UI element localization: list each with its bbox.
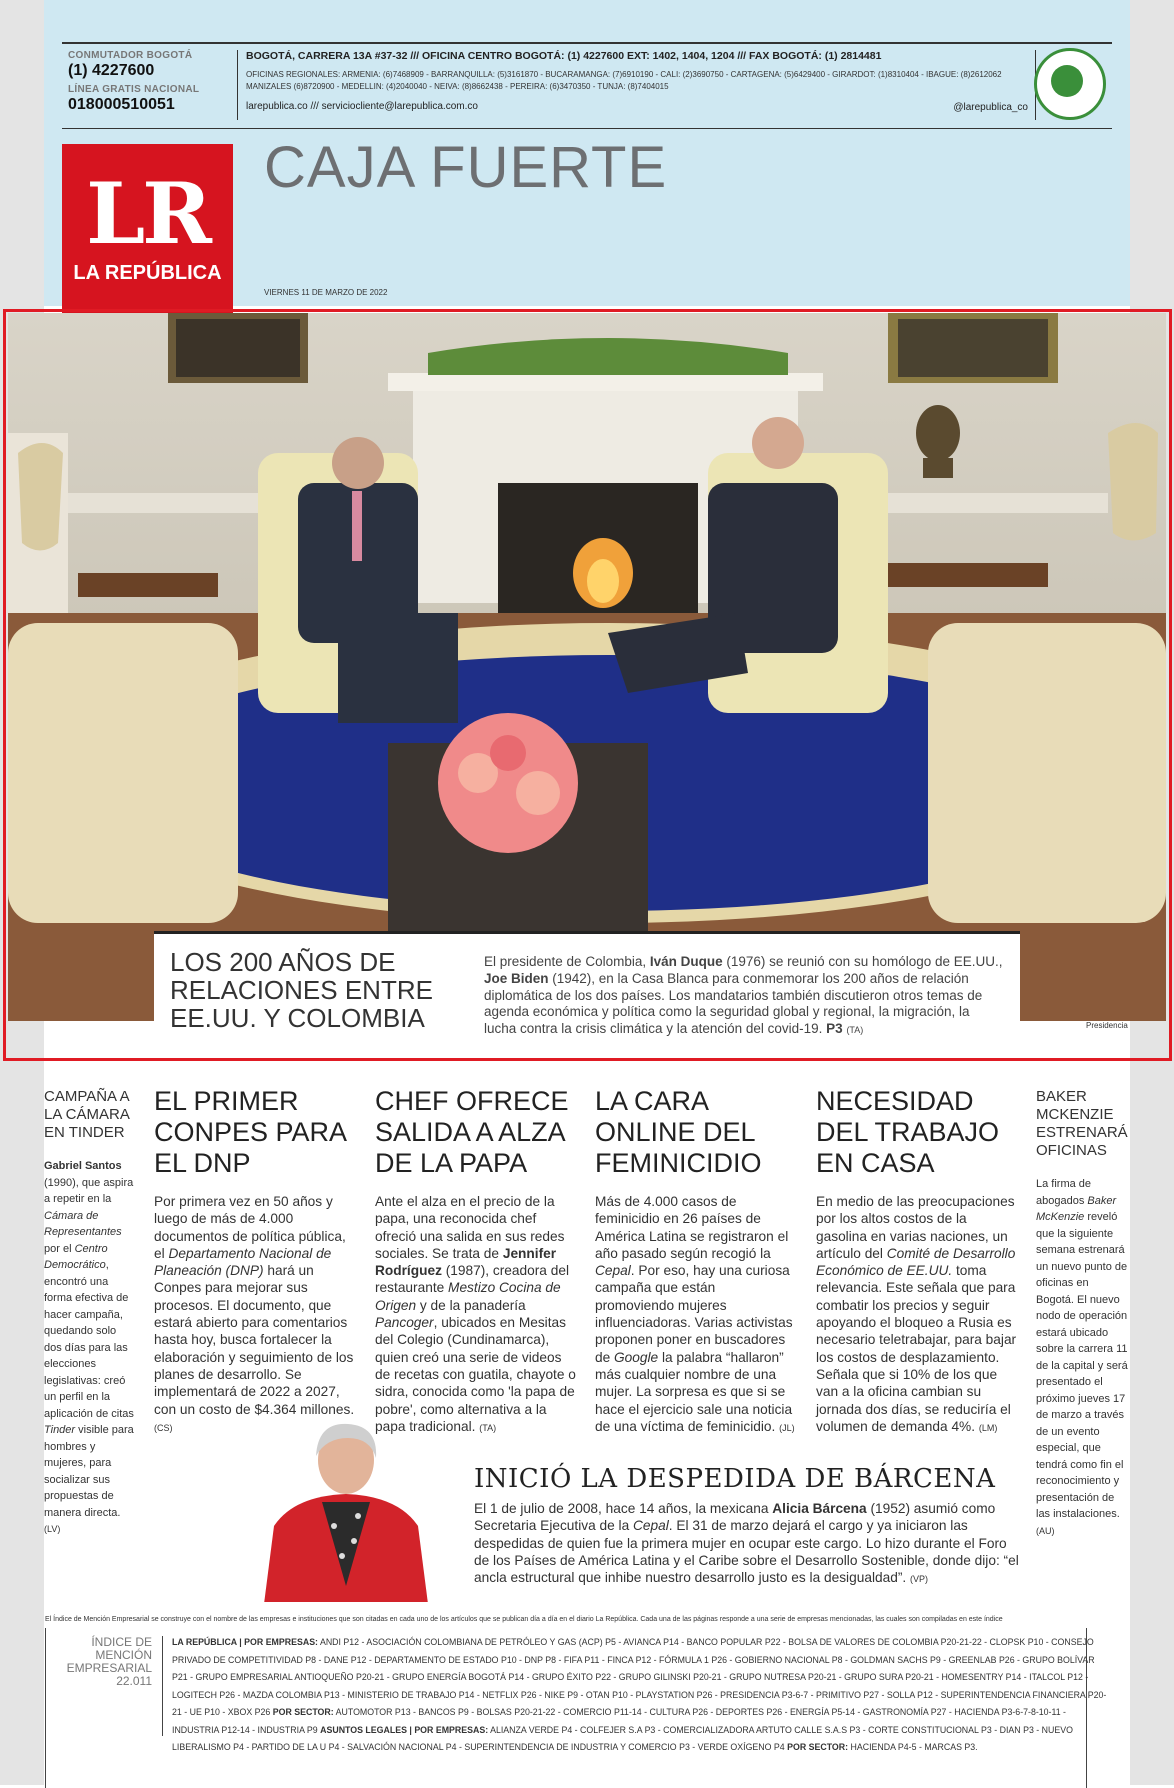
index-label-text: ÍNDICE DE MENCIÓN EMPRESARIAL bbox=[66, 1635, 152, 1675]
brief-title: BAKER MCKENZIE ESTRENARÁ OFICINAS bbox=[1036, 1088, 1128, 1159]
regional-offices bbox=[246, 69, 1036, 93]
switchboard-number: (1) 4227600 bbox=[68, 62, 155, 79]
story-body: En medio de las preocupaciones por los altos costos de la gasolina en varias naciones, un artículo del Comité de Desarrollo Económico de EE.UU. toma relevancia. Este señala que para combatir los precios y seguir apoyando el bloqueo a Rusia es necesario teletrabajar, para bajar los costos de desplazamiento. Señala que si 10% de los que van a la oficina cambian su jornada dos días, se reduciría el volumen de demanda 4%. (LM) bbox=[816, 1194, 1017, 1434]
web-line[interactable]: larepublica.co /// serviciocliente@larepublica.com.co bbox=[246, 101, 478, 112]
brief-body: Gabriel Santos (1990), que aspira a repetir en la Cámara de Representantes por el Centro Democrático, encontró una forma efectiva de hacer campaña, quedando solo dos días para las elecciones legislativas: creó un perfil en la aplicación de citas Tinder visible para hombres y mujeres, para socializar sus propuestas de manera directa. (LV) bbox=[44, 1160, 134, 1534]
feature-caption-text: El presidente de Colombia, Iván Duque (1976) se reunió con su homólogo de EE.UU., Joe Biden (1942), en la Casa Blanca para conmemorar los 200 años de relación diplomática de los dos países. Los mandatarios también discutieron otros temas de agenda económica y política como la seguridad global y regional, la migración, la lucha contra la crisis climática y la atención del covid-19. P3 (TA) bbox=[484, 954, 1003, 1037]
story-headline[interactable]: LA CARA ONLINE DEL FEMINICIDIO bbox=[595, 1086, 762, 1178]
photo-credit: Presidencia bbox=[1086, 1021, 1128, 1030]
index-label bbox=[52, 1636, 152, 1688]
newspaper-logo[interactable] bbox=[62, 144, 233, 314]
logo-initials: LR bbox=[86, 164, 209, 263]
story-feminicidio bbox=[595, 1086, 797, 1437]
story-headline[interactable]: NECESIDAD DEL TRABAJO EN CASA bbox=[816, 1086, 1000, 1178]
divider bbox=[162, 1636, 163, 1736]
story-body: Ante el alza en el precio de la papa, una reconocida chef ofreció una salida en sus redes sociales. Se trata de Jennifer Rodríguez (1987), creadora del restaurante Mestizo Cocina de Origen y de la panadería Pancoger, ubicados en Mesitas del Colegio (Cundinamarca), quien creó una serie de videos de recetas con guatila, chayote o sidra, conocida como 'la papa de pobre', como alternativa a la papa tradicional. (TA) bbox=[375, 1194, 576, 1434]
brief-title: CAMPAÑA A LA CÁMARA EN TINDER bbox=[44, 1088, 130, 1141]
issue-date: VIERNES 11 DE MARZO DE 2022 bbox=[264, 288, 388, 297]
index-entries: LA REPÚBLICA | POR EMPRESAS: ANDI P12 - ASOCIACIÓN COLOMBIANA DE PETRÓLEO Y GAS (ACP) P5 - AVIANCA P14 - BANCO POPULAR P22 - BOLSA DE VALORES DE COLOMBIA P20-21-22 - CLOPSK P10 - CONSEJO PRIVADO DE COMPETITIVIDAD P8 - DANE P12 - DEPARTAMENTO DE ESTADO P10 - DNP P8 - FIFA P11 - FINCA P12 - FÓRMULA 1 P26 - GOBIERNO NACIONAL P8 - GOLDMAN SACHS P9 - GREENLAB P26 - GRUPO BOLÍVAR P21 - GRUPO EMPRESARIAL ANTIOQUEÑO P20-21 - GRUPO ENERGÍA BOGOTÁ P14 - GRUPO ÉXITO P22 - GRUPO GILINSKI P20-21 - GRUPO NUTRESA P20-21 - GRUPO SURA P20-21 - HOMESENTRY P14 - ITALCOL P12 - LOGITECH P26 - MAZDA COLOMBIA P13 - MINISTERIO DE TRABAJO P14 - NETFLIX P26 - NIKE P9 - OTAN P10 - PLAYSTATION P26 - PRESIDENCIA P3-6-7 - PRIMITIVO P27 - SOLLA P12 - SUPERINTENDENCIA FINANCIERA P20-21 - UE P10 - XBOX P26 POR SECTOR: AUTOMOTOR P13 - BANCOS P9 - BOLSAS P20-21-22 - COMERCIO P11-14 - CULTURA P26 - DEPORTES P26 - ENERGÍA P5-14 - GASTRONOMÍA P27 - HACIENDA P3-6-7-8-10-11 - INDUSTRIA P12-14 - INDUSTRIA P9 ASUNTOS LEGALES | POR EMPRESAS: ALIANZA VERDE P4 - COLFEJER S.A P3 - COMERCIALIZADORA ARTUTO CALLE S.A.S P3 - CORTE CONSTITUCIONAL P3 - DIAN P3 - NUEVO LIBERALISMO P4 - PARTIDO DE LA U P4 - SALVACIÓN NACIONAL P4 - SUPERINTENDENCIA DE INDUSTRIA Y COMERCIO P3 - VERDE OXÍGENO P4 POR SECTOR: HACIENDA P4-5 - MARCAS P3. bbox=[172, 1637, 1107, 1752]
address-line: BOGOTÁ, CARRERA 13A #37-32 /// OFICINA CENTRO BOGOTÁ: (1) 4227600 EXT: 1402, 1404, 1204 /// FAX BOGOTÁ: (1) 2814481 bbox=[246, 50, 882, 62]
index-number: 22.011 bbox=[116, 1674, 152, 1688]
feature-headline: LOS 200 AÑOS DE RELACIONES ENTRE EE.UU. Y COLOMBIA bbox=[170, 947, 433, 1033]
soy-ink-seal-icon bbox=[1034, 48, 1106, 120]
regional-line-2: MANIZALES (6)8720900 - MEDELLIN: (4)2040040 - NEIVA: (8)8662438 - PEREIRA: (6)3470350 - TUNJA: (8)7404015 bbox=[246, 82, 669, 91]
switchboard-label: CONMUTADOR BOGOTÁ bbox=[68, 50, 193, 61]
person-name: Joe Biden bbox=[484, 970, 549, 986]
section-title: CAJA FUERTE bbox=[264, 135, 668, 200]
story-body: Por primera vez en 50 años y luego de más de 4.000 documentos de política pública, el Departamento Nacional de Planeación (DNP) hará un Conpes para mejorar sus procesos. El documento, que estará abierto para comentarios hasta hoy, busca fortalecer la elaboración y seguimiento de los planes de desarrollo. Se implementará de 2022 a 2027, con un costo de $4.364 millones. (CS) bbox=[154, 1194, 355, 1433]
index-note: El Índice de Mención Empresarial se construye con el nombre de las empresas e instituciones que son citadas en cada uno de los artículos que se publican día a día en el diario La República. Cada una de las páginas responde a una serie de empresas mencionadas, las cuales son compiladas en este índice bbox=[45, 1616, 1003, 1623]
story-conpes bbox=[154, 1086, 356, 1437]
regional-line-1: OFICINAS REGIONALES: ARMENIA: (6)7468909 - BARRANQUILLA: (5)3161870 - BUCARAMANGA: (7)6910190 - CALI: (2)3690750 - CARTAGENA: (5)6429400 - GIRARDOT: (1)8310404 - IBAGUE: (8)2612062 bbox=[246, 70, 1002, 79]
story-chef bbox=[375, 1086, 577, 1437]
free-line-label: LÍNEA GRATIS NACIONAL bbox=[68, 84, 200, 95]
page-reference[interactable]: P3 bbox=[826, 1021, 843, 1037]
bottom-story-headline[interactable]: INICIÓ LA DESPEDIDA DE BÁRCENA bbox=[474, 1464, 996, 1494]
logo-name: LA REPÚBLICA bbox=[73, 262, 222, 284]
phone-block bbox=[68, 50, 228, 114]
story-body: Más de 4.000 casos de feminicidio en 26 países de América Latina se registraron el año pasado según recogió la Cepal. Por eso, hay una curiosa campaña que están promoviendo mujeres influenciadoras. Varias activistas proponen poner en buscadores de Google la palabra “hallaron” más cualquier nombre de una mujer. La sorpresa es que si se hace el ejercicio sale una noticia de una víctima de feminicidio. (JL) bbox=[595, 1194, 795, 1434]
contact-box bbox=[62, 42, 1112, 129]
free-line-number: 018000510051 bbox=[68, 96, 175, 113]
author-tag: (TA) bbox=[846, 1025, 864, 1036]
brief-body: La firma de abogados Baker McKenzie reveló que la siguiente semana estrenará un nuevo punto de oficinas en Bogotá. El nuevo nodo de operación estará ubicado sobre la carrera 11 de la capital y será presentado el próximo jueves 17 de marzo a través de un evento especial, que tendrá como fin el reconocimiento y presentación de las instalaciones. (AU) bbox=[1036, 1178, 1128, 1536]
left-brief bbox=[44, 1088, 136, 1538]
divider bbox=[237, 50, 238, 120]
leaf-icon bbox=[1051, 65, 1083, 97]
portrait-illustration bbox=[264, 1416, 428, 1604]
right-brief bbox=[1036, 1088, 1128, 1539]
person-name: Iván Duque bbox=[649, 954, 723, 969]
story-headline[interactable]: EL PRIMER CONPES PARA EL DNP bbox=[154, 1086, 346, 1178]
story-headline[interactable]: CHEF OFRECE SALIDA A ALZA DE LA PAPA bbox=[375, 1086, 569, 1178]
feature-caption bbox=[154, 931, 1020, 1036]
story-teletrabajo bbox=[816, 1086, 1018, 1437]
bottom-story-body: El 1 de julio de 2008, hace 14 años, la mexicana Alicia Bárcena (1952) asumió como Secretaria Ejecutiva de la Cepal. El 31 de marzo dejará el cargo y ya iniciaron las despedidas de quien fue la primera mujer en ocupar este cargo. Lo hizo durante el Foro de los Países de América Latina y el Caribe sobre el Desarrollo Sostenible, donde dijo: “el ancla estructural que inhibe nuestro desarrollo justo es la desigualdad”. (VP) bbox=[474, 1501, 1019, 1586]
address-block bbox=[246, 50, 1036, 112]
social-handle[interactable]: @larepublica_co bbox=[953, 102, 1028, 113]
barcena-portrait bbox=[264, 1416, 428, 1604]
